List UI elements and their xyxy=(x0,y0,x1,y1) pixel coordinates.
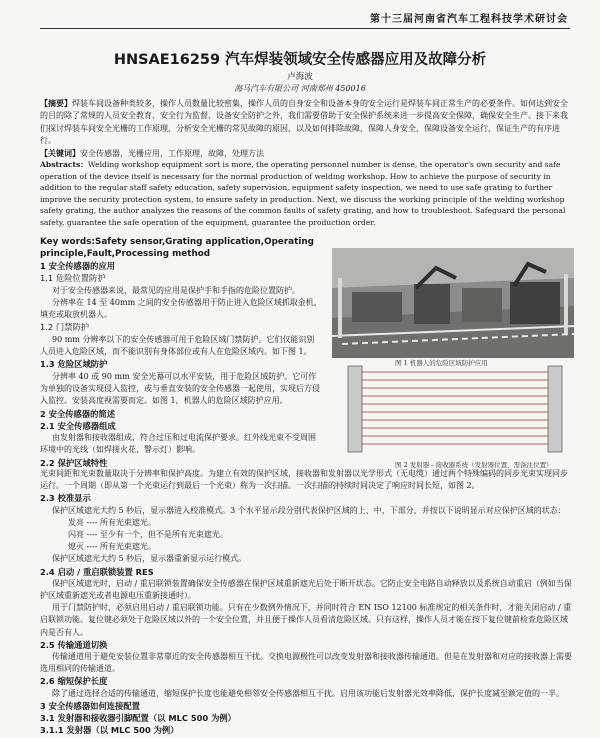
abstract-cn xyxy=(40,97,574,147)
para-2-1: 由发射器和接收器组成，符合过压和过电流保护要求。红外线光束不受周围环境中的光线（如焊接火花、警示灯）影响。 xyxy=(40,433,316,455)
list-item: 闪亮 ---- 至少有一个，但不是所有光束遮光。 xyxy=(68,530,228,540)
heading-2: 2 安全传感器的简述 xyxy=(40,408,116,419)
heading-2-1: 2.1 安全传感器组成 xyxy=(40,420,116,431)
workshop-photo-illustration xyxy=(332,248,574,358)
running-header: 第十三届河南省汽车工程科技学术研讨会 xyxy=(370,14,568,25)
para-2-3b: 保护区域遮光大约 5 秒后，显示器重新显示运行模式。 xyxy=(52,554,247,564)
heading-2-3: 2.3 校准显示 xyxy=(40,493,91,504)
emitter-receiver-diagram xyxy=(340,360,574,456)
author: 卢海波 xyxy=(287,72,313,82)
heading-1: 1 安全传感器的应用 xyxy=(40,261,116,271)
para-2-4: 保护区域遮光时，启动 / 重启联锁装置确保安全传感器在保护区域重新遮光后处于断开状态。它防止安全电路自动释放以及系统自动重启（例如当保护区域重新遮光或者电源电压重新接通时）。 xyxy=(40,578,572,601)
figure-1-photo xyxy=(332,248,574,358)
heading-3-1-1: 3.1.1 发射器（以 MLC 500 为例） xyxy=(40,725,179,736)
abstract-en-label: Abstracts： xyxy=(40,160,88,169)
para-1-1: 对于安全传感器来说，最常见的应用是保护手和手指的危险位置防护。 xyxy=(52,285,300,295)
heading-1-2: 1.2 门禁防护 xyxy=(40,322,90,333)
para-1-2: 90 mm 分辨率以下的安全传感器可用于危险区域门禁防护。它们仅能识别人员进入危险区域，而不能识别有身体部位或有人在危险区域内。如下图 1。 xyxy=(40,334,315,357)
figure-2-caption: 图 2 发射器 - 接收器系统（发射器位置、需备注位置） xyxy=(395,461,553,469)
abstract-en xyxy=(40,159,574,229)
abstract-cn-text: 焊装车间设备种类较多，操作人员数量比较密集，操作人员的自身安全和设备本身的安全运行是焊装车间正常生产的必要条件。如何达到安全的目的除了常规的人员安全教育、安全行为监督、设备安全防护之外，我们需要借助于安全保护系统来进一步提高安全保障，确保安全生产。接下来我们探讨焊装车间安全光栅的工作原理，分析安全光栅的常见故障的原因，以及如何排除故障，保障人身安全，保障设备安全运行，保证生产的有序进行。 xyxy=(40,99,568,145)
figure-1-caption: 图 1 机器人的危险区域防护应用 xyxy=(395,359,488,367)
heading-3-1: 3.1 发射器和接收器引脚配置（以 MLC 500 为例） xyxy=(40,713,236,724)
keywords-cn-text: 安全传感器，光栅应用，工作原理，故障，处理方法 xyxy=(80,149,264,158)
keywords-cn-label: 【关键词】 xyxy=(40,148,80,158)
heading-2-5: 2.5 传输通道切换 xyxy=(40,639,108,650)
para-2-6: 除了通过选择合适的传输通道，缩短保护长度也能避免相邻安全传感器相互干扰。启用该功能后发射器光效率降低，保护长度减至额定值的一半。 xyxy=(52,688,564,698)
header-rule xyxy=(40,28,570,29)
para-2-2: 光束间距和光束数量取决于分辨率和保护高度。为建立有效的保护区域，接收器和发射器以光学形式（无电缆）通过两个特殊编码的同步光束实现同步运行。一个周期（即从第一个光束运行到最后一个光束）称为一次扫描。一次扫描的持续时间决定了响应时间长短，如图 2。 xyxy=(40,469,568,491)
figure-2-diagram xyxy=(340,360,574,456)
abstract-en-text: Welding workshop equipment sort is more, the operating personnel number is dense, the operator's own security and safe operation of the device itself is necessary for the normal production of welding workshop. How to achieve the purpose of security in addition to the regular staff safety education, safety supervision, equipment safety inspection, we need to use safe grating to further improve the security protection system, to ensure safety in production. Next, we discuss the working principle of the welding workshop safety grating, the author analyzes the reasons of the common faults of safety grating, and how to troubleshoot. Safeguard the personal safety, guarantee the safe operation of the equipment, guarantee the production order. xyxy=(40,160,566,227)
para-1-3: 分辨率 40 或 90 mm 安全光幕可以水平安装，用于危险区域防护。它可作为单独的设备实现侵入监控，或与垂直安装的安全传感器一起使用，实现后方侵入监控。安装高度视需要而定。如图 1，机器人的危险区域防护应用。 xyxy=(40,371,320,406)
heading-2-6: 2.6 缩短保护长度 xyxy=(40,676,108,687)
left-column xyxy=(40,236,322,469)
heading-3: 3 安全传感器如何连接配置 xyxy=(40,700,140,711)
abstract-cn-label: 【摘要】 xyxy=(40,98,72,108)
para-2-4b: 用于门禁防护时，必须启用启动 / 重启联锁功能。只有在少数例外情况下，并同时符合 EN ISO 12100 标准规定的相关条件时，才能关闭启动 / 重启联锁功能。复位键必须处于危险区域以外的一个安全位置，并且便于操作人员看清危险区域。只有这样，操作人员才能在按下复位键前检查危险区域内是否有人。 xyxy=(40,603,572,637)
list-item: 发亮 ---- 所有光束遮光。 xyxy=(68,517,156,527)
para-2-3: 保护区域遮光大约 5 秒后，显示器进入校准模式。3 个水平显示段分别代表保护区域的上、中、下部分，并按以下说明显示对应保护区域的状态： xyxy=(52,505,566,515)
paper-title: HNSAE16259 汽车焊装领域安全传感器应用及故障分析 xyxy=(113,52,487,68)
heading-1-3: 1.3 危险区域防护 xyxy=(40,359,108,370)
para-1-1b: 分辨率在 14 至 40mm 之间的安全传感器用于防止进入危险区域抓取金机，填充或取放机器人。 xyxy=(40,297,322,320)
para-2-5: 传输通道用于避免安装位置非常靠近的安全传感器相互干扰。交换电源极性可以改变发射器和接收器传输通道。但是在发射器和对应的接收器上需要选用相同的传输通道。 xyxy=(40,652,572,674)
heading-1-1: 1.1 危险位置防护 xyxy=(40,273,106,284)
heading-2-4: 2.4 启动 / 重启联锁装置 RES xyxy=(40,566,154,577)
full-width-body xyxy=(40,468,574,736)
list-item: 熄灭 ---- 所有光束遮光。 xyxy=(68,542,156,552)
heading-2-2: 2.2 保护区域特性 xyxy=(40,457,108,468)
keywords-en: Key words:Safety sensor,Grating application,Operating principle,Fault,Processing method xyxy=(40,237,314,259)
affiliation: 海马汽车有限公司 河南郑州 450016 xyxy=(234,84,366,93)
